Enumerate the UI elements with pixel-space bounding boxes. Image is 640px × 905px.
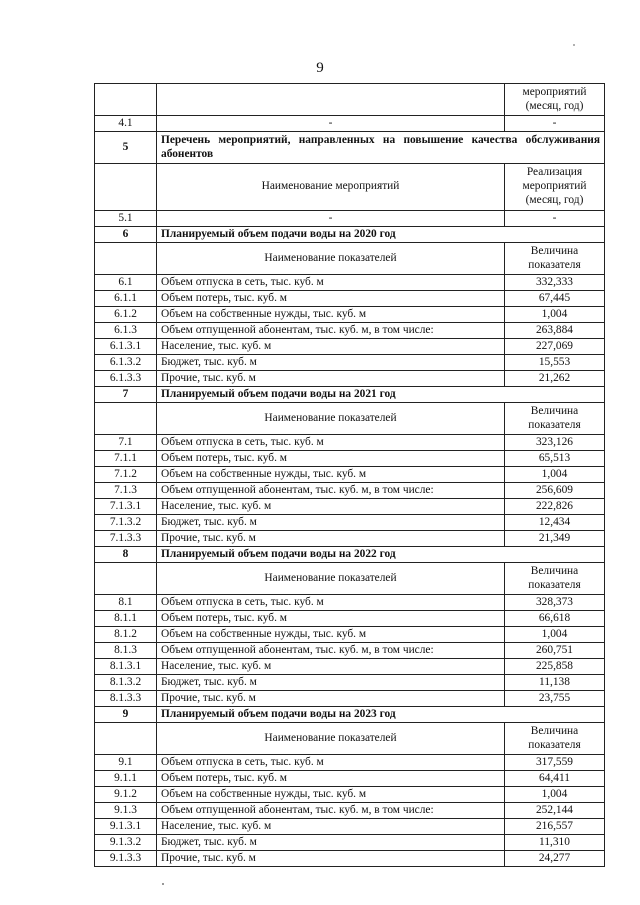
- section-number: 5: [95, 132, 157, 164]
- row-name: Объем отпущенной абонентам, тыс. куб. м, в том числе:: [157, 803, 505, 819]
- row-number: 8.1.3: [95, 643, 157, 659]
- table-row: [95, 451, 605, 467]
- table-row: [95, 691, 605, 707]
- section-title: Перечень мероприятий, направленных на повышение качества обслуживания абонентов: [157, 132, 605, 164]
- row-name: Объем отпущенной абонентам, тыс. куб. м, в том числе:: [157, 483, 505, 499]
- row-name: Бюджет, тыс. куб. м: [157, 675, 505, 691]
- table-row: [95, 611, 605, 627]
- table-row: [95, 307, 605, 323]
- row-name: Объем потерь, тыс. куб. м: [157, 771, 505, 787]
- row-number: 5.1: [95, 211, 157, 227]
- table-row: [95, 595, 605, 611]
- header-number: [95, 563, 157, 595]
- section-title: Планируемый объем подачи воды на 2021 год: [157, 387, 605, 403]
- row-value: 11,138: [505, 675, 605, 691]
- row-name: Объем отпуска в сеть, тыс. куб. м: [157, 275, 505, 291]
- row-number: 7.1.2: [95, 467, 157, 483]
- section-title: Планируемый объем подачи воды на 2020 год: [157, 227, 605, 243]
- table-row: [95, 835, 605, 851]
- section-row: [95, 547, 605, 563]
- table-header-row: [95, 164, 605, 211]
- row-name: Население, тыс. куб. м: [157, 339, 505, 355]
- row-value: мероприятий (месяц, год): [505, 84, 605, 116]
- section-number: 8: [95, 547, 157, 563]
- row-name: Прочие, тыс. куб. м: [157, 531, 505, 547]
- header-value: Реализация мероприятий (месяц, год): [505, 164, 605, 211]
- row-value: 1,004: [505, 787, 605, 803]
- row-value: 1,004: [505, 467, 605, 483]
- row-name: Объем отпуска в сеть, тыс. куб. м: [157, 755, 505, 771]
- table-row: [95, 116, 605, 132]
- table-row: [95, 355, 605, 371]
- table-row: [95, 851, 605, 867]
- row-number: 9.1.1: [95, 771, 157, 787]
- section-number: 6: [95, 227, 157, 243]
- row-name: Население, тыс. куб. м: [157, 819, 505, 835]
- header-value: Величина показателя: [505, 243, 605, 275]
- row-number: 6.1: [95, 275, 157, 291]
- row-number: 6.1.1: [95, 291, 157, 307]
- table-row: [95, 371, 605, 387]
- row-value: 260,751: [505, 643, 605, 659]
- row-value: 332,333: [505, 275, 605, 291]
- header-name: Наименование показателей: [157, 243, 505, 275]
- table-row: [95, 659, 605, 675]
- row-number: 8.1.3.3: [95, 691, 157, 707]
- table-row: [95, 211, 605, 227]
- header-name: Наименование мероприятий: [157, 164, 505, 211]
- row-number: 9.1.3.3: [95, 851, 157, 867]
- header-name: Наименование показателей: [157, 403, 505, 435]
- section-number: 9: [95, 707, 157, 723]
- table-row: [95, 483, 605, 499]
- row-number: 9.1.3.2: [95, 835, 157, 851]
- row-number: 9.1.2: [95, 787, 157, 803]
- row-value: 12,434: [505, 515, 605, 531]
- scan-speck: [162, 883, 164, 885]
- header-number: [95, 164, 157, 211]
- table-header-row: [95, 403, 605, 435]
- header-number: [95, 403, 157, 435]
- row-value: 23,755: [505, 691, 605, 707]
- row-value: 328,373: [505, 595, 605, 611]
- header-name: Наименование показателей: [157, 563, 505, 595]
- table-header-row: [95, 243, 605, 275]
- row-value: 65,513: [505, 451, 605, 467]
- row-number: 8.1.3.2: [95, 675, 157, 691]
- row-name: Объем потерь, тыс. куб. м: [157, 291, 505, 307]
- row-name: Бюджет, тыс. куб. м: [157, 355, 505, 371]
- row-value: 66,618: [505, 611, 605, 627]
- header-number: [95, 243, 157, 275]
- table-row: [95, 339, 605, 355]
- row-number: 7.1.1: [95, 451, 157, 467]
- row-name: Объем отпущенной абонентам, тыс. куб. м, в том числе:: [157, 323, 505, 339]
- table-row: [95, 755, 605, 771]
- row-number: 6.1.3: [95, 323, 157, 339]
- row-number: 9.1.3: [95, 803, 157, 819]
- row-value: 225,858: [505, 659, 605, 675]
- header-value: Величина показателя: [505, 563, 605, 595]
- section-row: [95, 707, 605, 723]
- row-name: -: [157, 211, 505, 227]
- table-row: [95, 499, 605, 515]
- row-number: 6.1.3.3: [95, 371, 157, 387]
- row-number: 7.1: [95, 435, 157, 451]
- row-value: 24,277: [505, 851, 605, 867]
- row-value: 21,349: [505, 531, 605, 547]
- row-value: 64,411: [505, 771, 605, 787]
- row-value: 21,262: [505, 371, 605, 387]
- header-value: Величина показателя: [505, 723, 605, 755]
- table-row: [95, 323, 605, 339]
- row-number: 8.1.3.1: [95, 659, 157, 675]
- row-number: 6.1.2: [95, 307, 157, 323]
- row-number: 9.1: [95, 755, 157, 771]
- row-name: Объем отпуска в сеть, тыс. куб. м: [157, 595, 505, 611]
- table-row: [95, 531, 605, 547]
- table-row: [95, 819, 605, 835]
- table-row: [95, 435, 605, 451]
- row-value: 256,609: [505, 483, 605, 499]
- table-row: [95, 675, 605, 691]
- table-row: [95, 627, 605, 643]
- scan-speck: [573, 44, 575, 46]
- row-name: Объем отпуска в сеть, тыс. куб. м: [157, 435, 505, 451]
- row-value: 317,559: [505, 755, 605, 771]
- water-supply-table: [94, 83, 605, 867]
- table-row: [95, 515, 605, 531]
- table-row: [95, 291, 605, 307]
- row-number: 6.1.3.2: [95, 355, 157, 371]
- row-number: 7.1.3.1: [95, 499, 157, 515]
- row-value: 67,445: [505, 291, 605, 307]
- row-number: 7.1.3.2: [95, 515, 157, 531]
- row-name: Бюджет, тыс. куб. м: [157, 515, 505, 531]
- table-header-row: [95, 563, 605, 595]
- row-value: 227,069: [505, 339, 605, 355]
- row-value: 11,310: [505, 835, 605, 851]
- table-row: [95, 84, 605, 116]
- table-header-row: [95, 723, 605, 755]
- row-name: Объем потерь, тыс. куб. м: [157, 451, 505, 467]
- row-number: 6.1.3.1: [95, 339, 157, 355]
- row-number: 8.1.2: [95, 627, 157, 643]
- row-name: Бюджет, тыс. куб. м: [157, 835, 505, 851]
- row-name: Население, тыс. куб. м: [157, 659, 505, 675]
- row-name: Объем потерь, тыс. куб. м: [157, 611, 505, 627]
- table-row: [95, 803, 605, 819]
- row-number: 7.1.3: [95, 483, 157, 499]
- row-name: Объем на собственные нужды, тыс. куб. м: [157, 467, 505, 483]
- row-name: -: [157, 116, 505, 132]
- row-value: -: [505, 211, 605, 227]
- section-row: [95, 387, 605, 403]
- section-title: Планируемый объем подачи воды на 2022 год: [157, 547, 605, 563]
- table-row: [95, 275, 605, 291]
- header-number: [95, 723, 157, 755]
- section-title: Планируемый объем подачи воды на 2023 год: [157, 707, 605, 723]
- table-row: [95, 467, 605, 483]
- section-row: [95, 132, 605, 164]
- page-number: 9: [316, 60, 324, 76]
- section-number: 7: [95, 387, 157, 403]
- row-name: Прочие, тыс. куб. м: [157, 371, 505, 387]
- row-name: [157, 84, 505, 116]
- row-value: 323,126: [505, 435, 605, 451]
- header-name: Наименование показателей: [157, 723, 505, 755]
- row-number: 7.1.3.3: [95, 531, 157, 547]
- row-value: 263,884: [505, 323, 605, 339]
- row-number: 8.1: [95, 595, 157, 611]
- row-number: 8.1.1: [95, 611, 157, 627]
- row-value: 252,144: [505, 803, 605, 819]
- row-number: 4.1: [95, 116, 157, 132]
- header-value: Величина показателя: [505, 403, 605, 435]
- row-value: 15,553: [505, 355, 605, 371]
- row-number: 9.1.3.1: [95, 819, 157, 835]
- row-value: 216,557: [505, 819, 605, 835]
- row-name: Население, тыс. куб. м: [157, 499, 505, 515]
- table-row: [95, 787, 605, 803]
- row-value: 1,004: [505, 307, 605, 323]
- row-name: Объем отпущенной абонентам, тыс. куб. м, в том числе:: [157, 643, 505, 659]
- section-row: [95, 227, 605, 243]
- table-row: [95, 643, 605, 659]
- row-value: -: [505, 116, 605, 132]
- row-number: [95, 84, 157, 116]
- row-name: Прочие, тыс. куб. м: [157, 691, 505, 707]
- row-name: Объем на собственные нужды, тыс. куб. м: [157, 787, 505, 803]
- row-value: 1,004: [505, 627, 605, 643]
- row-value: 222,826: [505, 499, 605, 515]
- row-name: Прочие, тыс. куб. м: [157, 851, 505, 867]
- row-name: Объем на собственные нужды, тыс. куб. м: [157, 307, 505, 323]
- table-row: [95, 771, 605, 787]
- row-name: Объем на собственные нужды, тыс. куб. м: [157, 627, 505, 643]
